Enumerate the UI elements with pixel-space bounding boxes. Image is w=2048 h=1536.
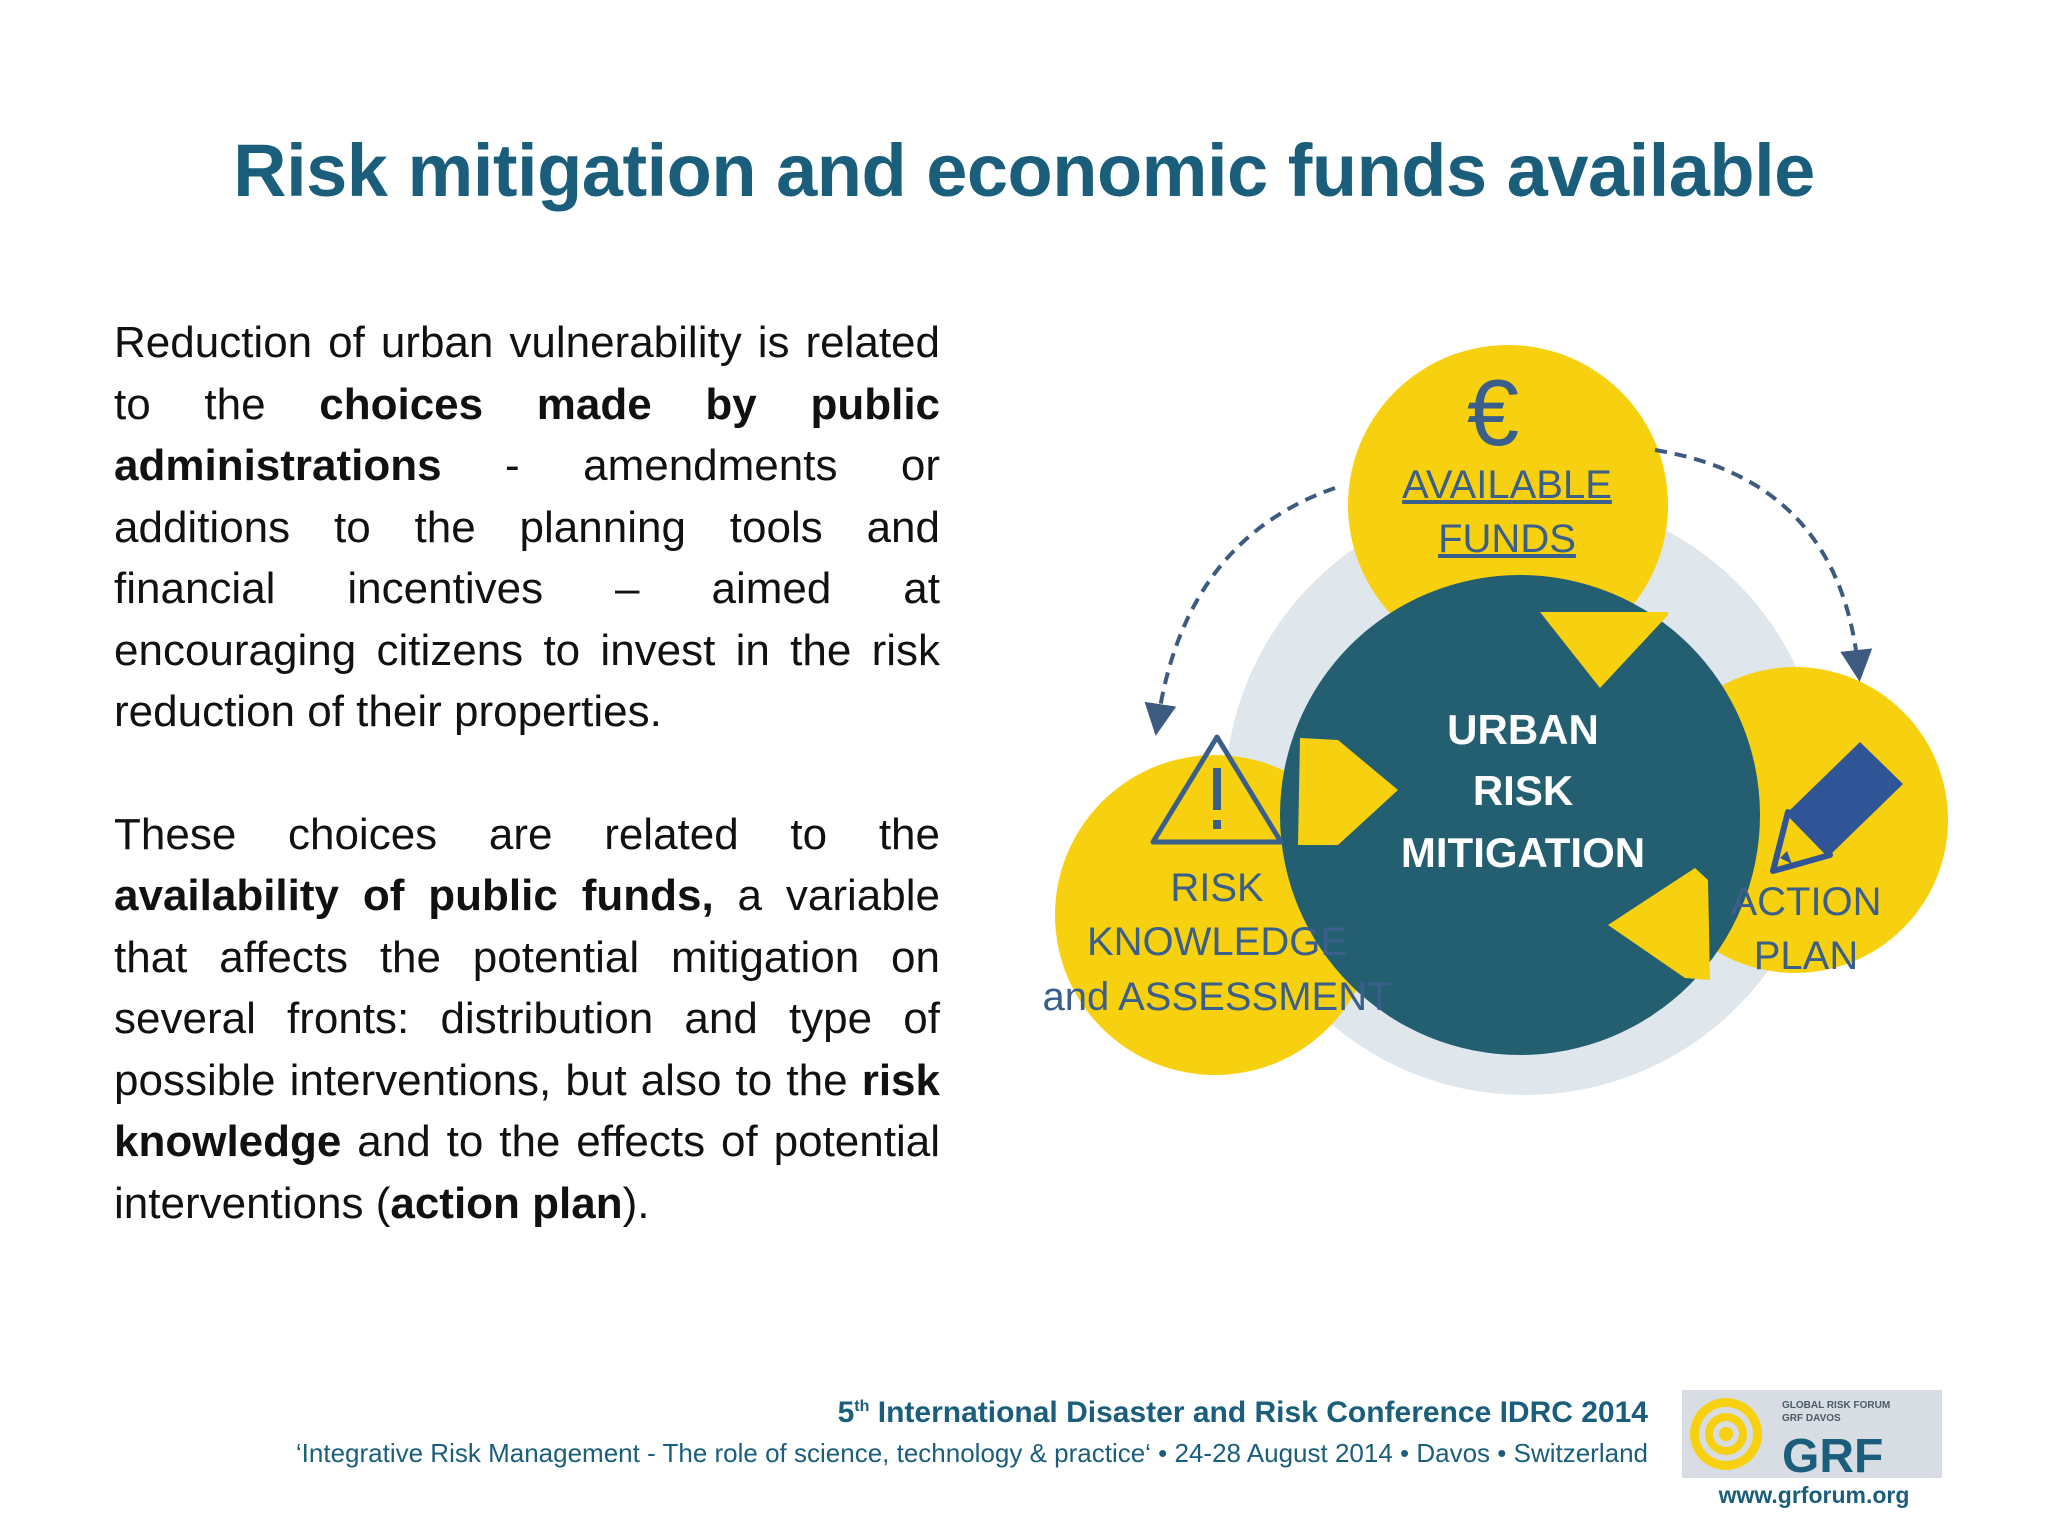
p2-bold-3: action plan <box>390 1178 623 1228</box>
p2-text-3: and to the effects of potential interventions ( <box>114 1117 940 1228</box>
euro-icon: € <box>1466 360 1520 465</box>
body-text <box>114 312 940 1234</box>
funds-label-line-2: FUNDS <box>1438 517 1576 561</box>
p2-bold-1: availability of public funds, <box>114 871 714 920</box>
p2-bold-2: risk knowledge <box>114 1055 940 1166</box>
p1-text-1: Reduction of urban vulnerability is related to the <box>114 318 940 429</box>
center-label-line-1: URBAN <box>1447 706 1599 753</box>
knowledge-label-line-2: KNOWLEDGE <box>1086 920 1348 964</box>
center-label-line-2: RISK <box>1472 767 1574 814</box>
logo-main-text: GRF <box>1782 1430 1884 1478</box>
conference-name: International Disaster and Risk Conference IDRC 2014 <box>869 1396 1648 1429</box>
p1-text-2: - amendments or additions to the planning tools and financial incentives – aimed at encouraging citizens to invest in the risk reduction of their properties. <box>114 441 940 736</box>
funds-label-line-1: AVAILABLE <box>1402 463 1612 507</box>
p2-text-2: a variable that affects the potential mitigation on several fronts: distribution and type of possible interventions, but also to the <box>114 871 940 1105</box>
knowledge-label-line-1: RISK <box>1170 866 1264 910</box>
action-label-line-2: PLAN <box>1753 934 1859 978</box>
action-label-line-1: ACTION <box>1730 880 1882 924</box>
conference-number: 5 <box>837 1396 855 1429</box>
conference-ordinal: th <box>854 1398 870 1415</box>
risk-mitigation-diagram <box>1040 330 1980 1150</box>
p2-text-4: ). <box>622 1178 650 1228</box>
p2-text-1: These choices are related to the <box>114 809 940 859</box>
conference-subtitle: ‘Integrative Risk Management - The role of science, technology & practice‘ • 24-28 August 2014 • Davos • Switzerland <box>295 1438 1648 1468</box>
logo-small-text-1: GLOBAL RISK FORUM <box>1782 1400 1891 1411</box>
knowledge-label-line-3: and ASSESSMENT <box>1042 975 1392 1019</box>
center-label-line-3: MITIGATION <box>1400 829 1646 876</box>
conference-title <box>296 1396 1648 1430</box>
slide-title: Risk mitigation and economic funds available <box>233 129 1815 212</box>
logo-small-text-2: GRF DAVOS <box>1782 1413 1841 1424</box>
paragraph-2 <box>114 804 940 1235</box>
paragraph-1 <box>114 312 940 743</box>
grf-url[interactable]: www.grforum.org <box>1718 1482 1910 1508</box>
footer-conference <box>296 1396 1648 1469</box>
grf-logo <box>1682 1390 1942 1478</box>
p1-bold-1: choices made by public administrations <box>114 379 941 490</box>
